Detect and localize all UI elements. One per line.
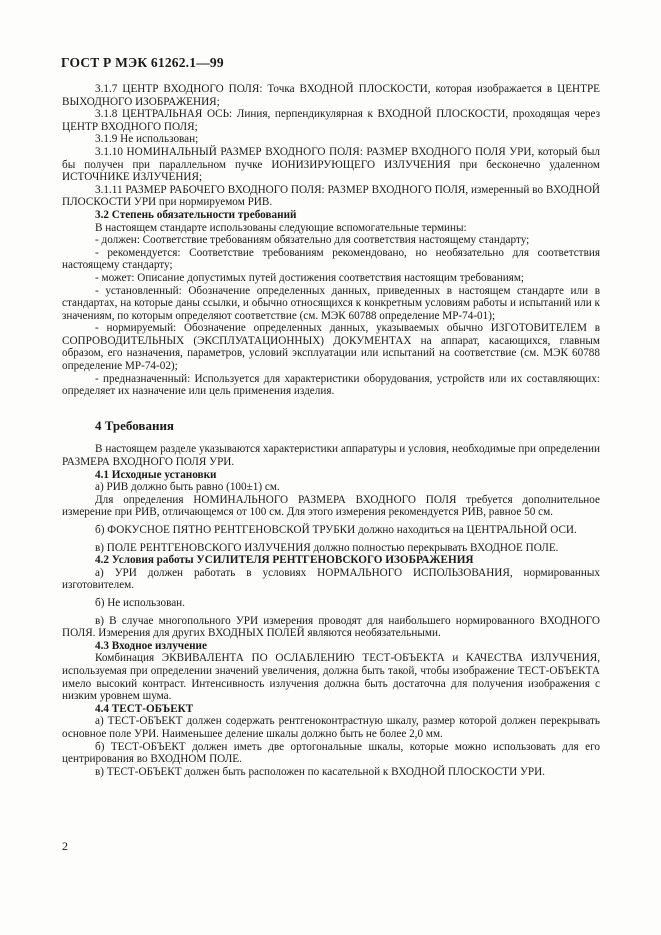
paragraph: 3.1.10 НОМИНАЛЬНЫЙ РАЗМЕР ВХОДНОГО ПОЛЯ: РАЗМЕР ВХОДНОГО ПОЛЯ УРИ, который был бы получен при параллельном пучке ИОНИЗИРУЮЩЕГО ИЗЛУЧЕНИЯ при бесконечно удаленном ИСТОЧНИКЕ ИЗЛУЧЕНИЯ;	[62, 145, 600, 184]
paragraph: Для определения НОМИНАЛЬНОГО РАЗМЕРА ВХОДНОГО ПОЛЯ требуется дополнительное измерение при РИВ, отличающемся от 100 см. Для этого измерения рекомендуется РИВ, равное 50 см.	[62, 493, 600, 519]
list-item: в) В случае многопольного УРИ измерения проводят для наибольшего нормированного ВХОДНОГО ПОЛЯ. Измерения для других ВХОДНЫХ ПОЛЕЙ являются необязательными.	[62, 614, 600, 640]
term-definition: - может: Описание допустимых путей достижения соответствия настоящим требованиям;	[95, 271, 525, 284]
list-item: а) РИВ должно быть равно (100±1) см.	[95, 481, 280, 494]
list-item: в) ТЕСТ-ОБЪЕКТ должен быть расположен по касательной к ВХОДНОЙ ПЛОСКОСТИ УРИ.	[95, 765, 545, 778]
document-body	[62, 83, 600, 778]
term-definition: - рекомендуется: Соответствие требованиям рекомендовано, но необязательно для соответствия настоящему стандарту;	[62, 246, 600, 272]
paragraph: Комбинация ЭКВИВАЛЕНТА ПО ОСЛАБЛЕНИЮ ТЕСТ-ОБЪЕКТА и КАЧЕСТВА ИЗЛУЧЕНИЯ, используемая при определении значений увеличения, должна быть такой, чтобы изображение ТЕСТ-ОБЪЕКТА имело высокий контраст. Интенсивность излучения должна быть достаточна для получения изображения с низким уровнем шума.	[62, 652, 600, 703]
paragraph: 3.1.7 ЦЕНТР ВХОДНОГО ПОЛЯ: Точка ВХОДНОЙ ПЛОСКОСТИ, которая изображается в ЦЕНТРЕ ВЫХОДНОГО ИЗОБРАЖЕНИЯ;	[62, 83, 600, 108]
section-heading: 4 Требования	[95, 417, 174, 433]
subsection-heading: 3.2 Степень обязательности требований	[95, 208, 297, 221]
subsection-heading: 4.1 Исходные установки	[95, 468, 217, 481]
term-definition: - должен: Соответствие требованиям обязательно для соответствия настоящему стандарту;	[95, 234, 530, 247]
document-header: ГОСТ Р МЭК 61262.1—99	[61, 55, 224, 70]
term-definition: - нормируемый: Обозначение определенных данных, указываемых обычно ИЗГОТОВИТЕЛЕМ в СОПРОВОДИТЕЛЬНЫХ (ЭКСПЛУАТАЦИОННЫХ) ДОКУМЕНТАХ на аппарат, касающихся, главным образом, его назначения, параметров, условий эксплуатации или испытаний на соответствие (см. МЭК 60788 определение МР-74-02);	[62, 322, 600, 373]
list-item: а) УРИ должен работать в условиях НОРМАЛЬНОГО ИСПОЛЬЗОВАНИЯ, нормированных изготовителем.	[62, 566, 600, 592]
paragraph: 3.1.8 ЦЕНТРАЛЬНАЯ ОСЬ: Линия, перпендикулярная к ВХОДНОЙ ПЛОСКОСТИ, проходящая через ЦЕНТР ВХОДНОГО ПОЛЯ;	[62, 108, 600, 133]
list-item: б) ТЕСТ-ОБЪЕКТ должен иметь две ортогональные шкалы, которые можно использовать для его центрирования во ВХОДНОМ ПОЛЕ.	[62, 740, 600, 766]
list-item: в) ПОЛЕ РЕНТГЕНОВСКОГО ИЗЛУЧЕНИЯ должно полностью перекрывать ВХОДНОЕ ПОЛЕ.	[95, 541, 559, 554]
paragraph: В настоящем разделе указываются характеристики аппаратуры и условия, необходимые при определении РАЗМЕРА ВХОДНОГО ПОЛЯ УРИ.	[62, 443, 600, 469]
list-item: б) ФОКУСНОЕ ПЯТНО РЕНТГЕНОВСКОЙ ТРУБКИ должно находиться на ЦЕНТРАЛЬНОЙ ОСИ.	[95, 524, 577, 536]
paragraph: В настоящем стандарте использованы следующие вспомогательные термины:	[95, 221, 467, 234]
term-definition: - предназначенный: Используется для характеристики оборудования, устройств или их составляющих: определяет их назначение или цель применения изделия.	[62, 372, 600, 398]
page-number: 2	[62, 839, 68, 853]
paragraph: 3.1.11 РАЗМЕР РАБОЧЕГО ВХОДНОГО ПОЛЯ: РАЗМЕР ВХОДНОГО ПОЛЯ, измеренный во ВХОДНОЙ ПЛОСКОСТИ УРИ при нормируемом РИВ.	[62, 183, 600, 209]
subsection-heading: 4.3 Входное излучение	[95, 639, 207, 652]
paragraph: 3.1.9 Не использован;	[95, 133, 199, 146]
subsection-heading: 4.2 Условия работы УСИЛИТЕЛЯ РЕНТГЕНОВСКОГО ИЗОБРАЖЕНИЯ	[95, 554, 474, 567]
list-item: а) ТЕСТ-ОБЪЕКТ должен содержать рентгеноконтрастную шкалу, размер которой должен перекрывать основное поле УРИ. Наименьшее деление шкалы должно быть не более 2,0 мм.	[62, 715, 600, 740]
subsection-heading: 4.4 ТЕСТ-ОБЪЕКТ	[95, 702, 194, 715]
term-definition: - установленный: Обозначение определенных данных, приведенных в настоящем стандарте или в стандартах, на которые даны ссылки, и обычно относящихся к конкретным условиям работы и испытаний или к значениям, по которым определяют соответствие (см. МЭК 60788 определение МР-74-01);	[62, 284, 600, 322]
list-item: б) Не использован.	[95, 596, 185, 609]
